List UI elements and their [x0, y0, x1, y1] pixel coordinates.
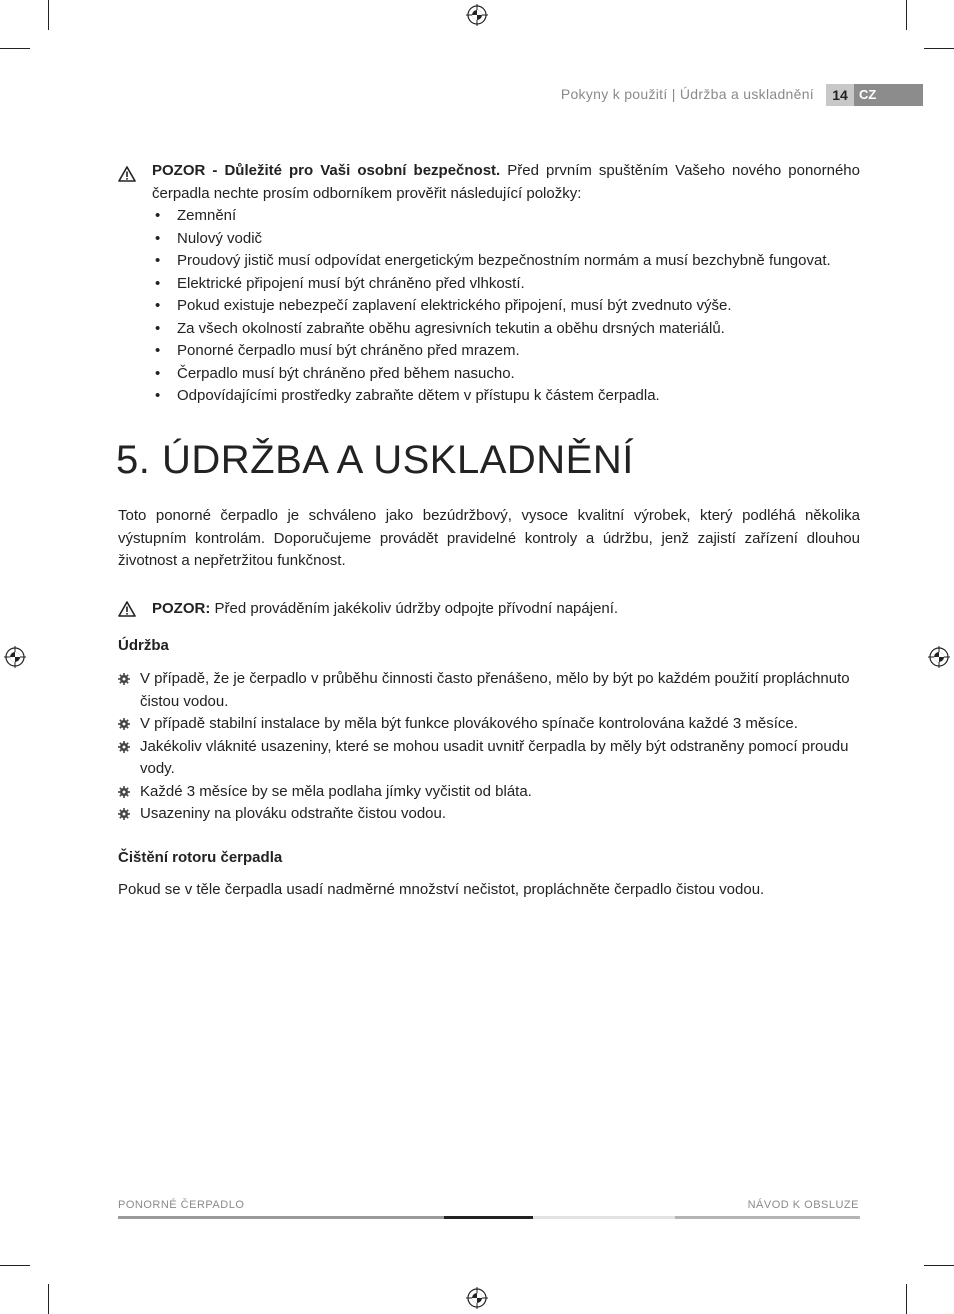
warning-triangle-icon [118, 601, 136, 617]
safety-warning [118, 160, 860, 408]
crop-mark [0, 1265, 30, 1266]
intro-paragraph: Toto ponorné čerpadlo je schváleno jako bezúdržbový, vysoce kvalitní výrobek, který podléhá několika výstupním kontrolám. Doporučujeme provádět pravidelné kontroly a údržbu, jenž zajistí zařízení dlouhou životnost a nepřetržitou funkčnost. [118, 507, 860, 569]
list-item: • Odpovídajícími prostředky zabraňte dětem v přístupu k částem čerpadla. [155, 385, 860, 408]
crop-mark [924, 1265, 954, 1266]
warning-body: Před prováděním jakékoliv údržby odpojte přívodní napájení. [210, 600, 619, 617]
footer-bar [444, 1216, 533, 1219]
warning-triangle-icon [118, 166, 136, 182]
crop-mark [48, 0, 49, 30]
footer-document-type: NÁVOD K OBSLUZE [747, 1199, 859, 1211]
safety-checklist [118, 205, 860, 408]
list-item-text: Usazeniny na plováku odstraňte čistou vodou. [140, 805, 447, 822]
gear-bullet-icon [118, 741, 130, 753]
header-section-title: Pokyny k použití | Údržba a uskladnění [560, 86, 814, 102]
safety-warning-text [152, 160, 860, 205]
gear-bullet-icon [118, 673, 130, 685]
section-title: 5. ÚDRŽBA A USKLADNĚNÍ [116, 438, 634, 482]
list-item: • Elektrické připojení musí být chráněno před vlhkostí. [155, 273, 860, 296]
list-item-text: Každé 3 měsíce by se měla podlaha jímky vyčistit od bláta. [140, 782, 532, 800]
page-number: 14 [826, 84, 854, 106]
list-item: • Nulový vodič [155, 228, 860, 251]
crop-mark [924, 48, 954, 49]
footer-product-name: PONORNÉ ČERPADLO [118, 1199, 245, 1211]
list-item [118, 781, 860, 804]
language-badge: CZ [854, 84, 923, 106]
footer-bar [533, 1216, 675, 1219]
list-item-text: V případě, že je čerpadlo v průběhu činnosti často přenášeno, mělo by být po každém použití propláchnuto čistou vodou. [140, 670, 850, 710]
rotor-cleaning-text: Pokud se v těle čerpadla usadí nadměrné množství nečistot, propláchněte čerpadlo čistou vodou. [118, 881, 765, 898]
gear-bullet-icon [118, 718, 130, 730]
list-item [118, 713, 860, 736]
list-item [118, 668, 860, 713]
registration-mark-icon [466, 1287, 488, 1309]
footer-bar [675, 1216, 860, 1219]
registration-mark-icon [4, 646, 26, 668]
maintenance-list [118, 668, 860, 826]
list-item [118, 803, 860, 826]
list-item: • Ponorné čerpadlo musí být chráněno před mrazem. [155, 340, 860, 363]
crop-mark [906, 0, 907, 30]
crop-mark [48, 1284, 49, 1314]
list-item: • Proudový jistič musí odpovídat energetickým bezpečnostním normám a musí bezchybně fungovat. [155, 250, 860, 273]
list-item-text: Jakékoliv vláknité usazeniny, které se mohou usadit uvnitř čerpadla by měly být odstraněny pomocí proudu vody. [140, 737, 849, 777]
warning-label: POZOR - Důležité pro Vaši osobní bezpečnost. [152, 162, 501, 179]
warning-label: POZOR: [152, 600, 211, 617]
list-item: • Pokud existuje nebezpečí zaplavení elektrického připojení, musí být zvednuto výše. [155, 295, 860, 318]
gear-bullet-icon [118, 808, 130, 820]
crop-mark [906, 1284, 907, 1314]
list-item-text: V případě stabilní instalace by měla být funkce plovákového spínače kontrolována každé 3 měsíce. [140, 715, 798, 732]
rotor-cleaning-heading: Čištění rotoru čerpadla [118, 849, 283, 866]
footer-bar [118, 1216, 444, 1219]
warning-body: Před prvním spuštěním Vašeho nového ponorného čerpadla nechte prosím odborníkem prověřit následující položky: [152, 162, 860, 202]
list-item: • Čerpadlo musí být chráněno před během nasucho. [155, 363, 860, 386]
registration-mark-icon [466, 4, 488, 26]
registration-mark-icon [928, 646, 950, 668]
list-item [118, 736, 860, 781]
crop-mark [0, 48, 30, 49]
list-item: • Zemnění [155, 205, 860, 228]
maintenance-warning [118, 598, 860, 621]
gear-bullet-icon [118, 786, 130, 798]
maintenance-heading: Údržba [118, 637, 169, 654]
list-item: • Za všech okolností zabraňte oběhu agresivních tekutin a oběhu drsných materiálů. [155, 318, 860, 341]
maintenance-warning-text [152, 598, 860, 621]
